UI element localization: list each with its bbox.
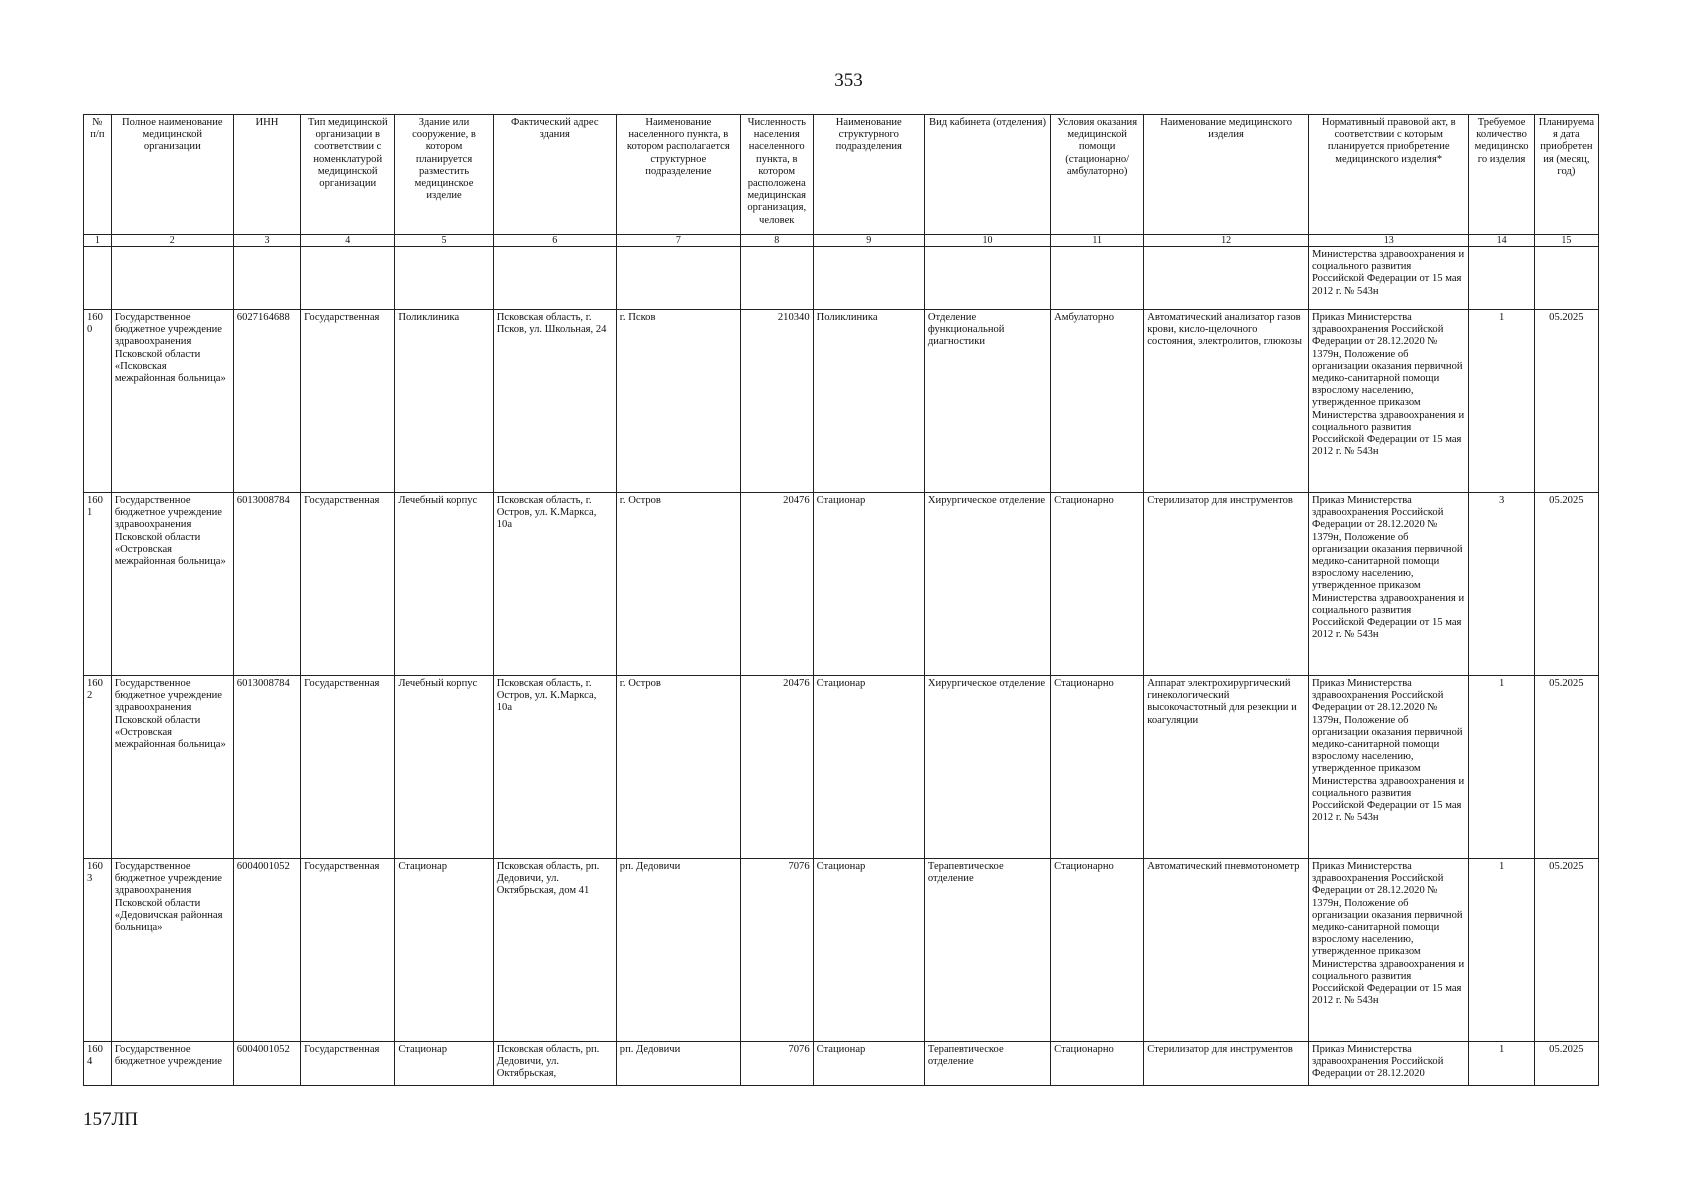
column-header: Фактический адрес здания [493,115,616,235]
conditions-cell: Стационарно [1051,859,1144,1042]
column-number: 7 [616,235,740,247]
page-number: 353 [834,70,863,91]
column-header: ИНН [233,115,300,235]
row-number: 1603 [84,859,112,1042]
cabinet-cell: Хирургическое отделение [924,676,1050,859]
header-row [84,115,1599,235]
column-number: 4 [301,235,395,247]
column-header: Нормативный правовой акт, в соответствии с которым планируется приобретение медицинского изделия* [1308,115,1468,235]
date-cell: 05.2025 [1534,310,1598,493]
continuation-row [84,247,1599,310]
organization-cell: Государственное бюджетное учреждение [111,1042,233,1086]
building-cell: Стационар [395,859,493,1042]
medical-devices-table [83,114,1599,1086]
organization-cell: Государственное бюджетное учреждение здравоохранения Псковской области «Островская межрайонная больница» [111,493,233,676]
locality-cell: г. Остров [616,493,740,676]
org-type-cell: Государственная [301,676,395,859]
inn-cell: 6004001052 [233,859,300,1042]
org-type-cell: Государственная [301,493,395,676]
column-number: 8 [740,235,813,247]
column-number: 13 [1308,235,1468,247]
column-number: 9 [813,235,924,247]
footer-code: 157ЛП [83,1109,139,1130]
date-cell: 05.2025 [1534,676,1598,859]
device-cell: Стерилизатор для инструментов [1144,493,1309,676]
column-header: Условия оказания медицинской помощи (стационарно/ амбулаторно) [1051,115,1144,235]
conditions-cell: Амбулаторно [1051,310,1144,493]
column-header: Тип медицинской организации в соответствии с номенклатурой медицинской организации [301,115,395,235]
cabinet-cell: Терапевтическое отделение [924,859,1050,1042]
column-number: 5 [395,235,493,247]
normative-act-cell: Министерства здравоохранения и социального развития Российской Федерации от 15 мая 2012 г. № 543н [1308,247,1468,310]
column-number-row [84,235,1599,247]
device-cell: Стерилизатор для инструментов [1144,1042,1309,1086]
column-header: Планируемая дата приобретения (месяц, год) [1534,115,1598,235]
building-cell: Поликлиника [395,310,493,493]
org-type-cell: Государственная [301,859,395,1042]
column-number: 2 [111,235,233,247]
population-cell: 20476 [740,676,813,859]
column-number: 1 [84,235,112,247]
locality-cell: рп. Дедовичи [616,859,740,1042]
locality-cell: г. Псков [616,310,740,493]
conditions-cell: Стационарно [1051,676,1144,859]
cabinet-cell: Отделение функциональной диагностики [924,310,1050,493]
normative-act-cell: Приказ Министерства здравоохранения Российской Федерации от 28.12.2020 № 1379н, Положение об организации оказания первичной медико-санитарной помощи взрослому населению, утвержденное приказом Министерства здравоохранения и социального развития Российской Федерации от 15 мая 2012 г. № 543н [1308,859,1468,1042]
unit-cell: Поликлиника [813,310,924,493]
building-cell: Стационар [395,1042,493,1086]
column-header: Численность населения населенного пункта, в котором расположена медицинская организация, человек [740,115,813,235]
device-cell: Автоматический пневмотонометр [1144,859,1309,1042]
address-cell: Псковская область, г. Остров, ул. К.Маркса, 10а [493,676,616,859]
row-number: 1600 [84,310,112,493]
locality-cell: рп. Дедовичи [616,1042,740,1086]
quantity-cell: 1 [1469,859,1534,1042]
conditions-cell: Стационарно [1051,493,1144,676]
table-row [84,493,1599,676]
building-cell: Лечебный корпус [395,493,493,676]
locality-cell: г. Остров [616,676,740,859]
normative-act-cell: Приказ Министерства здравоохранения Российской Федерации от 28.12.2020 [1308,1042,1468,1086]
column-header: Здание или сооружение, в котором планируется разместить медицинское изделие [395,115,493,235]
row-number: 1601 [84,493,112,676]
table-row [84,310,1599,493]
quantity-cell: 1 [1469,310,1534,493]
population-cell: 210340 [740,310,813,493]
column-header: Полное наименование медицинской организации [111,115,233,235]
inn-cell: 6013008784 [233,676,300,859]
row-number: 1602 [84,676,112,859]
column-number: 12 [1144,235,1309,247]
unit-cell: Стационар [813,859,924,1042]
population-cell: 7076 [740,1042,813,1086]
organization-cell: Государственное бюджетное учреждение здравоохранения Псковской области «Островская межрайонная больница» [111,676,233,859]
address-cell: Псковская область, рп. Дедовичи, ул. Октябрьская, дом 41 [493,859,616,1042]
population-cell: 20476 [740,493,813,676]
column-header: Наименование медицинского изделия [1144,115,1309,235]
date-cell: 05.2025 [1534,493,1598,676]
column-header: Наименование структурного подразделения [813,115,924,235]
address-cell: Псковская область, г. Остров, ул. К.Маркса, 10а [493,493,616,676]
address-cell: Псковская область, г. Псков, ул. Школьная, 24 [493,310,616,493]
column-number: 6 [493,235,616,247]
normative-act-cell: Приказ Министерства здравоохранения Российской Федерации от 28.12.2020 № 1379н, Положение об организации оказания первичной медико-санитарной помощи взрослому населению, утвержденное приказом Министерства здравоохранения и социального развития Российской Федерации от 15 мая 2012 г. № 543н [1308,676,1468,859]
column-number: 3 [233,235,300,247]
column-header: Вид кабинета (отделения) [924,115,1050,235]
organization-cell: Государственное бюджетное учреждение здравоохранения Псковской области «Псковская межрайонная больница» [111,310,233,493]
org-type-cell: Государственная [301,1042,395,1086]
date-cell: 05.2025 [1534,859,1598,1042]
column-number: 15 [1534,235,1598,247]
column-number: 10 [924,235,1050,247]
organization-cell: Государственное бюджетное учреждение здравоохранения Псковской области «Дедовичская районная больница» [111,859,233,1042]
unit-cell: Стационар [813,493,924,676]
quantity-cell: 3 [1469,493,1534,676]
column-header: Требуемое количество медицинского изделия [1469,115,1534,235]
quantity-cell: 1 [1469,676,1534,859]
device-cell: Аппарат электрохирургический гинекологический высокочастотный для резекции и коагуляции [1144,676,1309,859]
inn-cell: 6027164688 [233,310,300,493]
table-row [84,1042,1599,1086]
table-row [84,859,1599,1042]
column-header: № п/п [84,115,112,235]
column-header: Наименование населенного пункта, в котором располагается структурное подразделение [616,115,740,235]
conditions-cell: Стационарно [1051,1042,1144,1086]
quantity-cell: 1 [1469,1042,1534,1086]
cabinet-cell: Терапевтическое отделение [924,1042,1050,1086]
date-cell: 05.2025 [1534,1042,1598,1086]
unit-cell: Стационар [813,676,924,859]
normative-act-cell: Приказ Министерства здравоохранения Российской Федерации от 28.12.2020 № 1379н, Положение об организации оказания первичной медико-санитарной помощи взрослому населению, утвержденное приказом Министерства здравоохранения и социального развития Российской Федерации от 15 мая 2012 г. № 543н [1308,310,1468,493]
unit-cell: Стационар [813,1042,924,1086]
cabinet-cell: Хирургическое отделение [924,493,1050,676]
building-cell: Лечебный корпус [395,676,493,859]
column-number: 11 [1051,235,1144,247]
table-row [84,676,1599,859]
org-type-cell: Государственная [301,310,395,493]
column-number: 14 [1469,235,1534,247]
inn-cell: 6004001052 [233,1042,300,1086]
normative-act-cell: Приказ Министерства здравоохранения Российской Федерации от 28.12.2020 № 1379н, Положение об организации оказания первичной медико-санитарной помощи взрослому населению, утвержденное приказом Министерства здравоохранения и социального развития Российской Федерации от 15 мая 2012 г. № 543н [1308,493,1468,676]
address-cell: Псковская область, рп. Дедовичи, ул. Октябрьская, [493,1042,616,1086]
population-cell: 7076 [740,859,813,1042]
inn-cell: 6013008784 [233,493,300,676]
row-number: 1604 [84,1042,112,1086]
device-cell: Автоматический анализатор газов крови, кисло-щелочного состояния, электролитов, глюкозы [1144,310,1309,493]
